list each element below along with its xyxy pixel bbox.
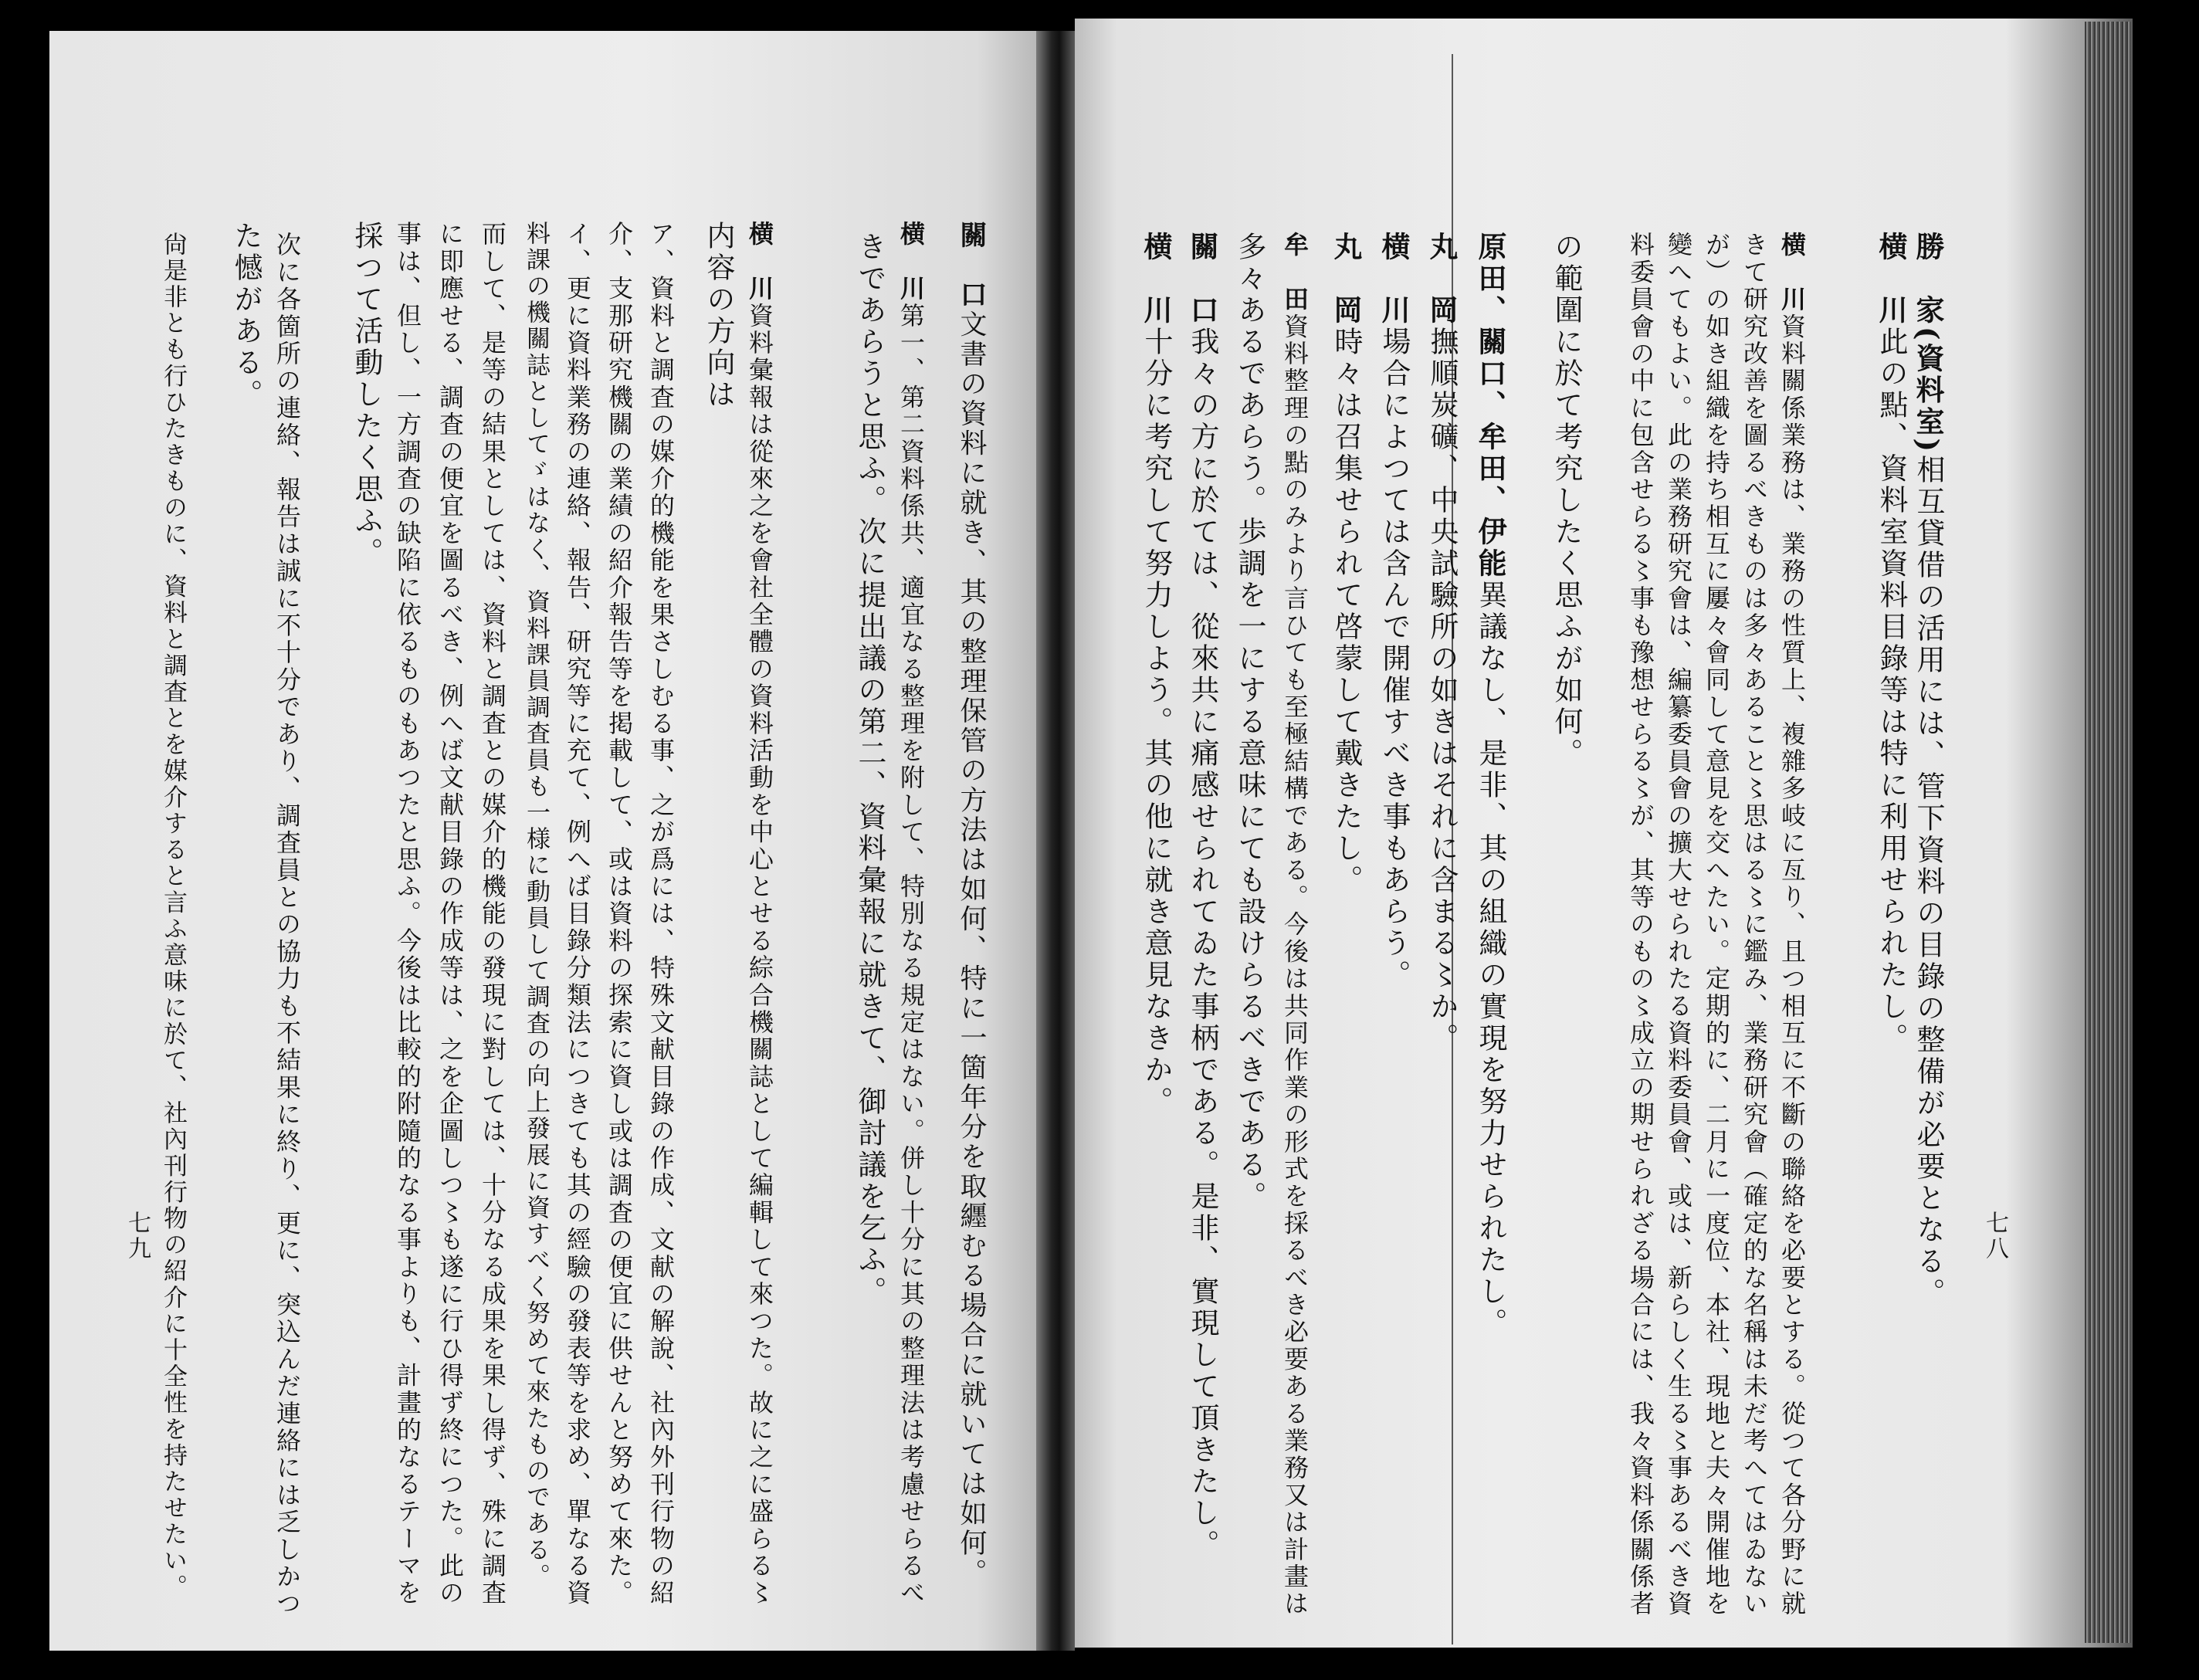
utterance-text: 料委員會の中に包含せらる〻事も豫想せらる〻が、其等のもの〻成立の期せられざる場合には、我々資料係關係者 xyxy=(1626,232,1655,1618)
utterance-text: 場合によつては含んで開催すべき事もあらう。 xyxy=(1377,327,1411,991)
utterance-text: ア、資料と調査の媒介的機能を果さしむる事、之が爲には、特殊文献目錄の作成、文献の解說、社內外刊行物の紹 xyxy=(646,221,676,1607)
utterance-text: 採つて活動したく思ふ。 xyxy=(350,221,383,569)
speaker-label: 横 川 xyxy=(745,221,774,303)
speaker-label: 牟 田 xyxy=(1280,232,1310,313)
text-column xyxy=(229,221,263,411)
utterance-text: の範圍に於て考究したく思ふが如何。 xyxy=(1550,232,1583,770)
page-number: 七九 xyxy=(124,1211,151,1262)
text-column xyxy=(853,232,886,1308)
page-edge-shadow xyxy=(2085,22,2131,1643)
utterance-text: 料課の機關誌としてゞはなく、資料課員調査員も一様に動員して調査の向上發展に資すべく努めて來たものである。 xyxy=(522,221,550,1590)
page-number: 七八 xyxy=(1981,1211,2008,1262)
speaker-label: 丸 岡 xyxy=(1329,232,1363,327)
text-column xyxy=(1777,232,1807,1618)
text-column xyxy=(565,221,590,1607)
book-gutter xyxy=(1036,31,1075,1651)
text-column xyxy=(747,221,772,1607)
text-column xyxy=(1329,232,1363,896)
utterance-text: 變へてもよい。此の業務研究會は、編纂委員會の擴大せられたる資料委員會、或は、新らしく生る〻事あるべき資 xyxy=(1664,232,1693,1618)
utterance-text: 撫順炭礦、中央試驗所の如きはそれに含まる〻か。 xyxy=(1425,327,1459,1055)
utterance-text: 資料關係業務は、業務の性質上、複雜多岐に亙り、且つ相互に不斷の聯絡を必要とする。從つて各分野に就 xyxy=(1777,313,1807,1618)
utterance-text: 而して、是等の結果としては、資料と調査との媒介的機能の發現に對しては、十分なる成果を果し得ず、殊に調査 xyxy=(478,221,507,1607)
utterance-text: きであらうと思ふ。次に提出議の第二、資料彙報に就きて、御討議を乞ふ。 xyxy=(853,232,886,1308)
text-column xyxy=(704,221,733,411)
text-column xyxy=(1280,232,1310,1618)
utterance-text: 異議なし、是非、其の組織の實現を努力せられたし。 xyxy=(1474,580,1507,1340)
utterance-text: 資料整理の點のみより言ひても至極結構である。今後は共同作業の形式を採るべき必要ある業務又は計畫は xyxy=(1280,313,1310,1618)
utterance-text: に即應せる、調査の便宜を圖るべき、例へば文献目錄の作成等は、之を企圖しつ〻も遂に行ひ得ず終につた。此の xyxy=(435,221,465,1607)
utterance-text: 尙是非とも行ひたきものに、資料と調査とを媒介すると言ふ意味に於て、社內刊行物の紹介に十全性を持たせたい。 xyxy=(159,232,187,1601)
utterance-text: 此の點、資料室資料目錄等は特に利用せられたし。 xyxy=(1875,327,1908,1055)
utterance-text: 十分に考究して努力しよう。其の他に就き意見なきか。 xyxy=(1140,327,1173,1118)
text-column xyxy=(607,221,632,1607)
speaker-label: 横 川 xyxy=(1874,232,1908,327)
speaker-label: 勝 家(資料室) xyxy=(1911,232,1945,456)
utterance-text: 次に各箇所の連絡、報告は誠に不十分であり、調査員との協力も不結果に終り、更に、突込んだ連絡には乏しかつ xyxy=(273,232,302,1618)
text-column xyxy=(1552,232,1581,770)
speaker-label: 横 川 xyxy=(1777,232,1807,313)
speaker-label: 原田、關口、牟田、伊能 xyxy=(1473,232,1507,580)
text-column xyxy=(352,221,381,569)
text-column xyxy=(956,221,988,1588)
speaker-label: 横 川 xyxy=(896,221,926,303)
utterance-text: 資料彙報は從來之を會社全體の資料活動を中心とせる綜合機關誌として編輯して來つた。故に之に盛らる〻 xyxy=(745,302,774,1607)
text-column xyxy=(1235,232,1264,1213)
text-column xyxy=(1704,232,1729,1617)
text-column xyxy=(1473,232,1507,1340)
utterance-text: 事は、但し、一方調査の缺陷に依るものもあつたと思ふ。今後は比較的附隨的なる事よりも、計畫的なるテーマを xyxy=(393,221,422,1607)
text-column xyxy=(522,221,550,1590)
text-column xyxy=(1742,232,1767,1617)
text-column xyxy=(161,232,185,1600)
text-column xyxy=(480,221,505,1607)
utterance-text: イ、更に資料業務の連絡、報告、研究等に充て、例へば目錄分類法につきても其の經驗の發表等を求め、單なる資 xyxy=(563,221,592,1607)
text-column xyxy=(1666,232,1691,1617)
utterance-text: 介、支那研究機關の業績の紹介報告等を掲載して、或は資料の探索に資し或は調査の便宜に供せんと努めて來た。 xyxy=(605,221,634,1607)
text-column xyxy=(1425,232,1459,1055)
utterance-text: た憾がある。 xyxy=(229,221,263,411)
utterance-text: 内容の方向は xyxy=(702,221,735,411)
speaker-label: 關 口 xyxy=(956,221,988,310)
text-column xyxy=(1628,232,1653,1617)
text-column xyxy=(1913,232,1943,1309)
text-column xyxy=(896,221,926,1607)
utterance-text: 文書の資料に就き、其の整理保管の方法は如何、特に一箇年分を取纒むる場合に就いては如何。 xyxy=(956,310,987,1588)
utterance-text: 第一、第二資料係共、適宜なる整理を附して、特別なる規定はない。併し十分に其の整理法は考慮せらるべ xyxy=(896,302,926,1607)
speaker-label: 横 川 xyxy=(1377,232,1411,327)
utterance-text: 多々あるであらう。歩調を一にする意味にても設けらるべきである。 xyxy=(1233,232,1266,1213)
text-column xyxy=(1876,232,1906,1055)
text-column xyxy=(1185,232,1219,1561)
text-column xyxy=(395,221,420,1607)
utterance-text: 相互貸借の活用には、管下資料の目錄の整備が必要となる。 xyxy=(1912,455,1945,1310)
utterance-text: 時々は召集せられて啓蒙して戴きたし。 xyxy=(1330,327,1363,896)
speaker-label: 丸 岡 xyxy=(1425,232,1459,327)
text-column xyxy=(275,232,300,1617)
text-column xyxy=(1377,232,1411,991)
utterance-text: 我々の方に於ては、從來共に痛感せられてゐた事柄である。是非、實現して頂きたし。 xyxy=(1186,327,1219,1561)
text-column xyxy=(646,221,676,1607)
text-column xyxy=(435,221,465,1607)
text-column xyxy=(1141,232,1171,1118)
utterance-text: きて研究改善を圖るべきものは多々あること〻思はる〻に鑑み、業務研究會（確定的な名稱は未だ考へてはゐない xyxy=(1740,232,1769,1618)
speaker-label: 關 口 xyxy=(1185,232,1219,327)
speaker-label: 横 川 xyxy=(1139,232,1173,327)
utterance-text: が）の如き組織を持ち相互に屢々會同して意見を交へたい。定期的に、二月に一度位、本社、現地と夫々開催地を xyxy=(1702,232,1731,1618)
